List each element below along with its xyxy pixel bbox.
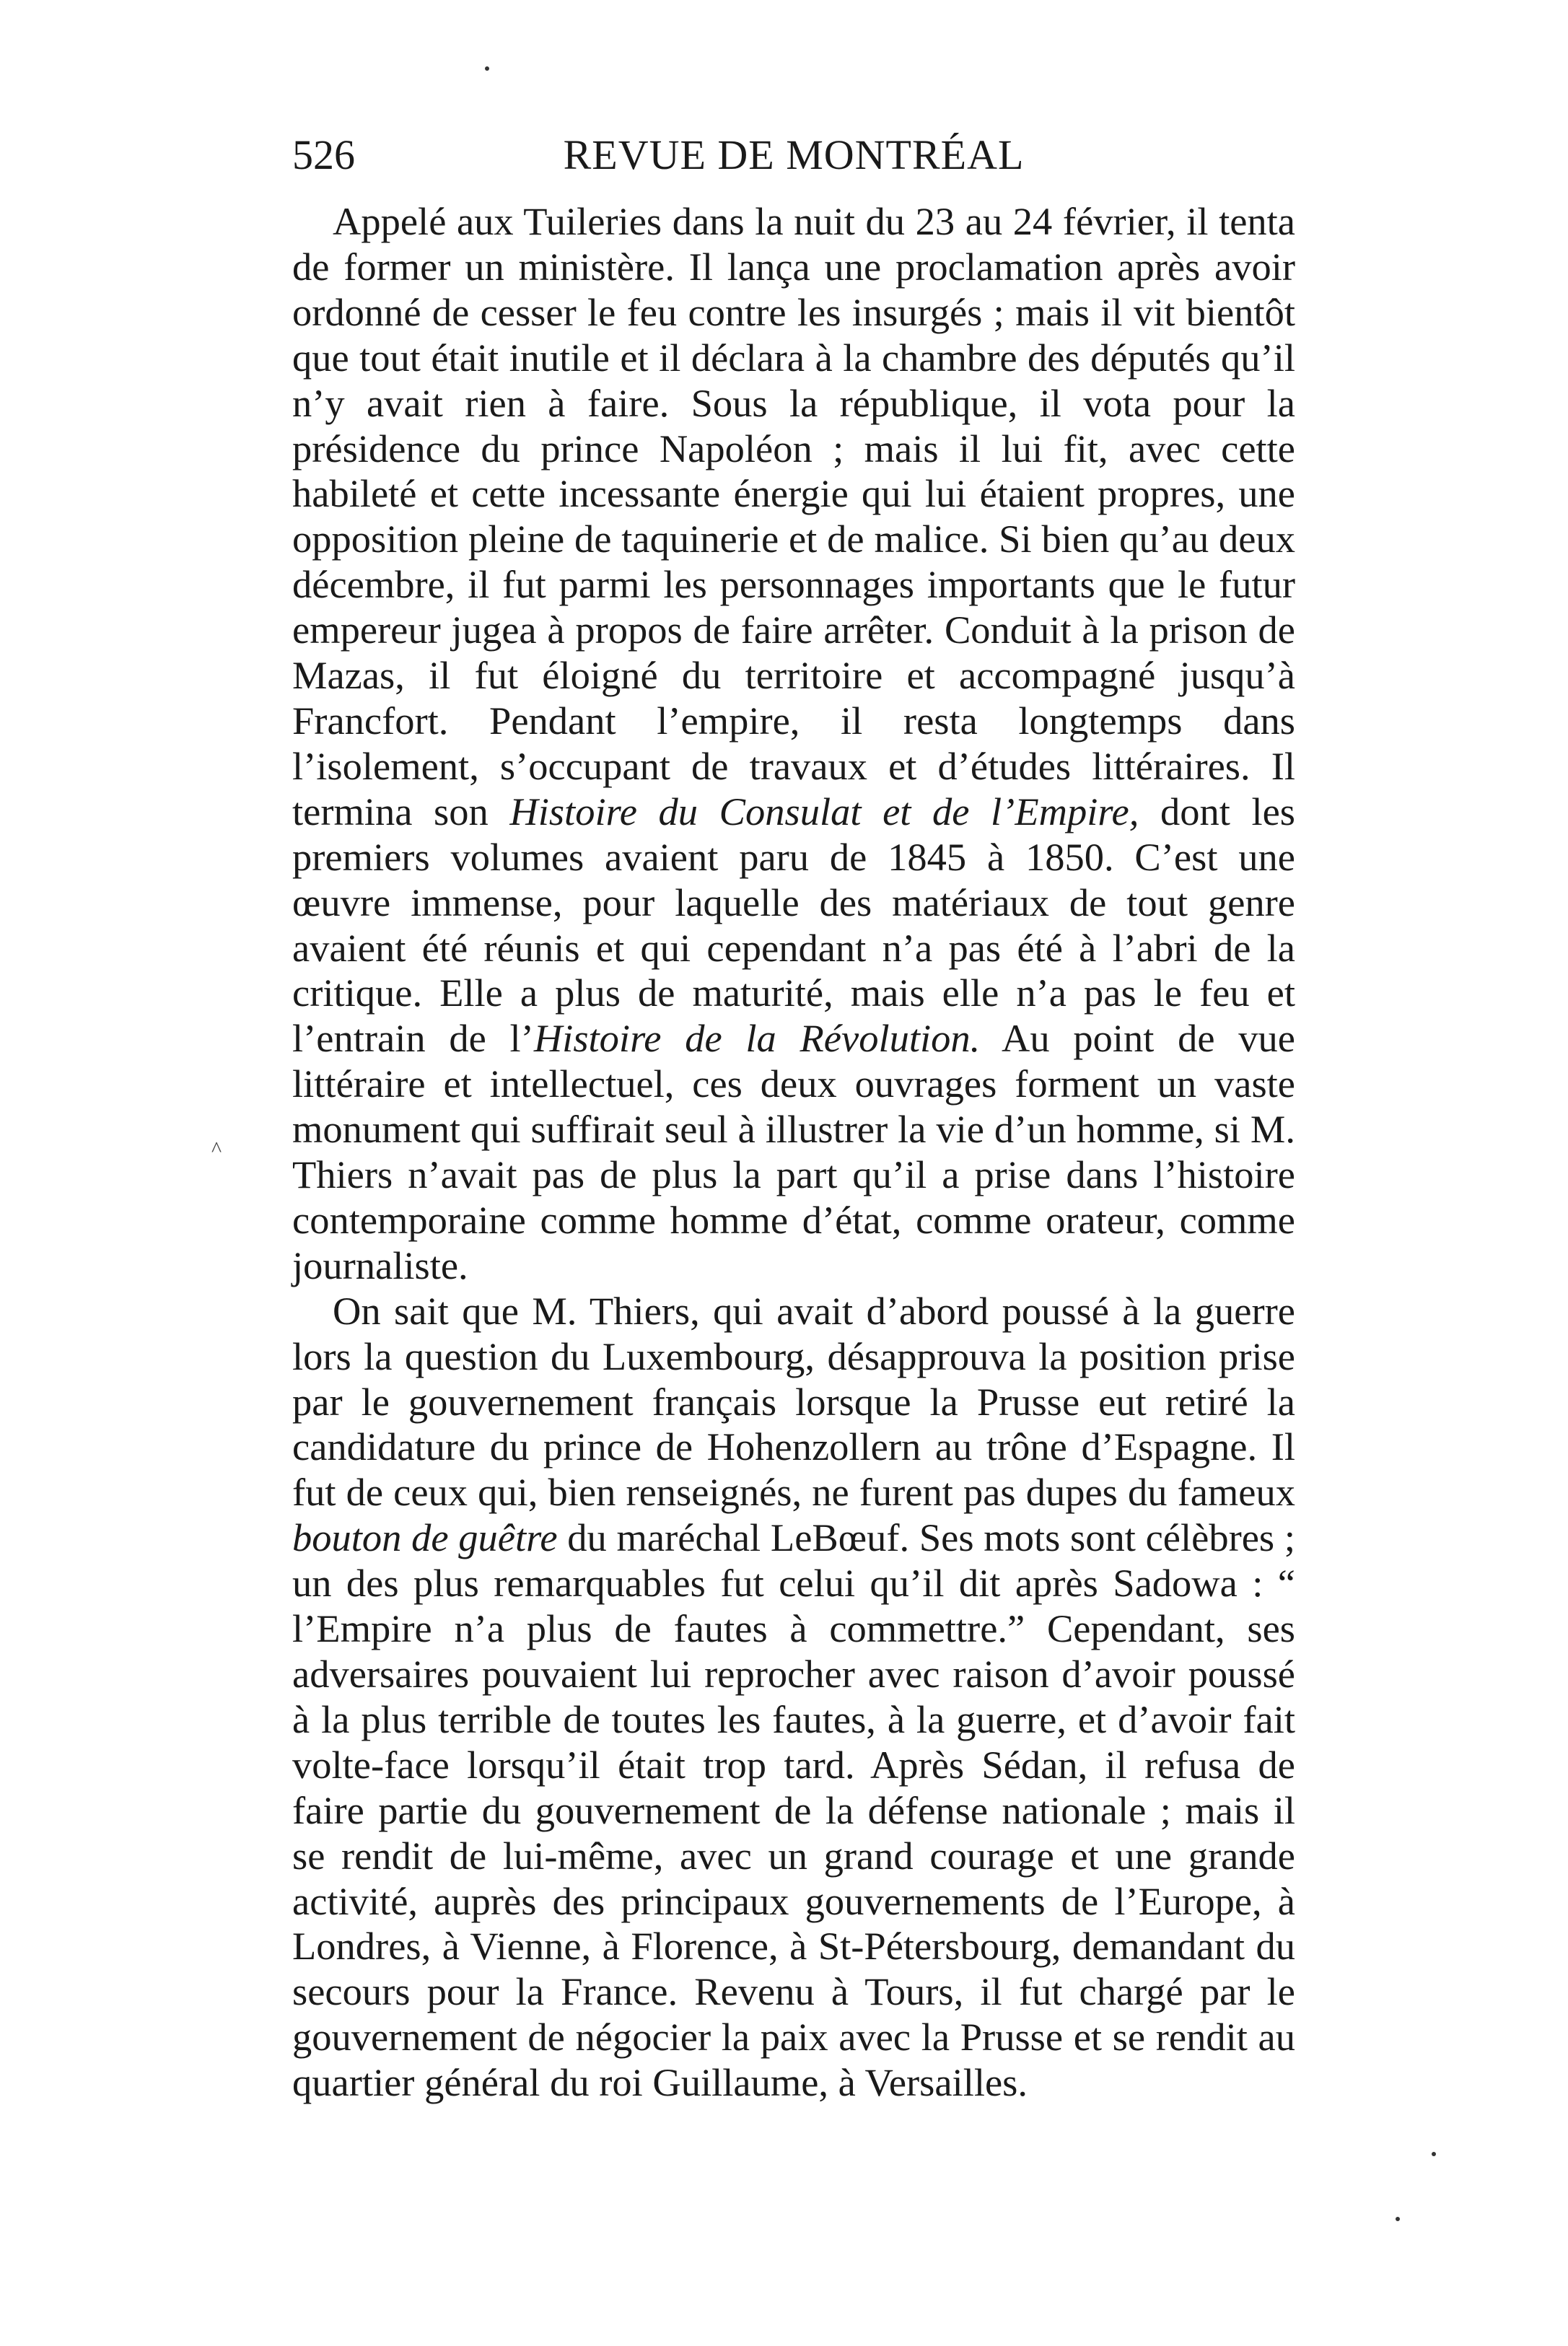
page-number: 526 (292, 131, 355, 178)
paragraph (292, 1289, 1295, 2106)
text-segment: Au point de vue littéraire et intellectuel, ces deux ouvrages forment un vaste monument qui suffirait seul à illustrer la vie d’un homme, si M. Thiers n’avait pas de plus la part qu’il a prise dans l’histoire contemporaine comme homme d’état, comme orateur, comme journaliste. (292, 1016, 1296, 1287)
paragraph (292, 199, 1295, 1289)
italic-title-segment: Histoire du Consulat et de l’Empire, (509, 789, 1139, 833)
body-text (292, 199, 1295, 2106)
print-speck (1396, 2217, 1400, 2221)
margin-mark: ^ (211, 1137, 222, 1161)
text-segment: du maréchal LeBœuf. Ses mots sont célèbres ; un des plus remarquables fut celui qu’il dit après Sadowa : “ l’Empire n’a plus de fautes à commettre.” Cependant, ses adversaires pouvaient lui reprocher avec raison d’avoir poussé à la plus terrible de toutes les fautes, à la guerre, et d’avoir fait volte-face lorsqu’il était trop tard. Après Sédan, il refusa de faire partie du gouvernement de la défense nationale ; mais il se rendit de lui-même, avec un grand courage et une grande activité, auprès des principaux gouvernements de l’Europe, à Londres, à Vienne, à Florence, à St-Pétersbourg, demandant du secours pour la France. Revenu à Tours, il fut chargé par le gouvernement de négocier la paix avec la Prusse et se rendit au quartier général du roi Guillaume, à Versailles. (292, 1515, 1295, 2105)
running-title: REVUE DE MONTRÉAL (563, 131, 1025, 178)
print-speck (1432, 2152, 1436, 2156)
print-speck (485, 66, 489, 71)
text-segment: dont les premiers volumes avaient paru de 1845 à 1850. C’est une œuvre immense, pour laquelle des matériaux de tout genre avaient été réunis et qui cependant n’a pas été à l’abri de la critique. Elle a plus de maturité, mais elle n’a pas le feu et l’entrain de l’ (292, 789, 1295, 1061)
text-segment: On sait que M. Thiers, qui avait d’abord poussé à la guerre lors la question du Luxembourg, désapprouva la position prise par le gouvernement français lorsque la Prusse eut retiré la candidature du prince de Hohenzollern au trône d’Espagne. Il fut de ceux qui, bien renseignés, ne furent pas dupes du fameux (292, 1288, 1295, 1515)
page-header (292, 130, 1295, 180)
text-segment: Appelé aux Tuileries dans la nuit du 23 au 24 février, il tenta de former un ministère. Il lança une proclamation après avoir ordonné de cesser le feu contre les insurgés ; mais il vit bientôt que tout était inutile et il déclara à la chambre des députés qu’il n’y avait rien à faire. Sous la république, il vota pour la présidence du prince Napoléon ; mais il lui fit, avec cette habileté et cette incessante énergie qui lui étaient propres, une opposition pleine de taquinerie et de malice. Si bien qu’au deux décembre, il fut parmi les personnages importants que le futur empereur jugea à propos de faire arrêter. Conduit à la prison de Mazas, il fut éloigné du territoire et accompagné jusqu’à Francfort. Pendant l’empire, il resta longtemps dans l’isolement, s’occupant de travaux et d’études littéraires. Il termina son (292, 199, 1295, 833)
italic-phrase-segment: bouton de guêtre (292, 1515, 558, 1560)
italic-title-segment: Histoire de la Révolution. (533, 1016, 981, 1061)
